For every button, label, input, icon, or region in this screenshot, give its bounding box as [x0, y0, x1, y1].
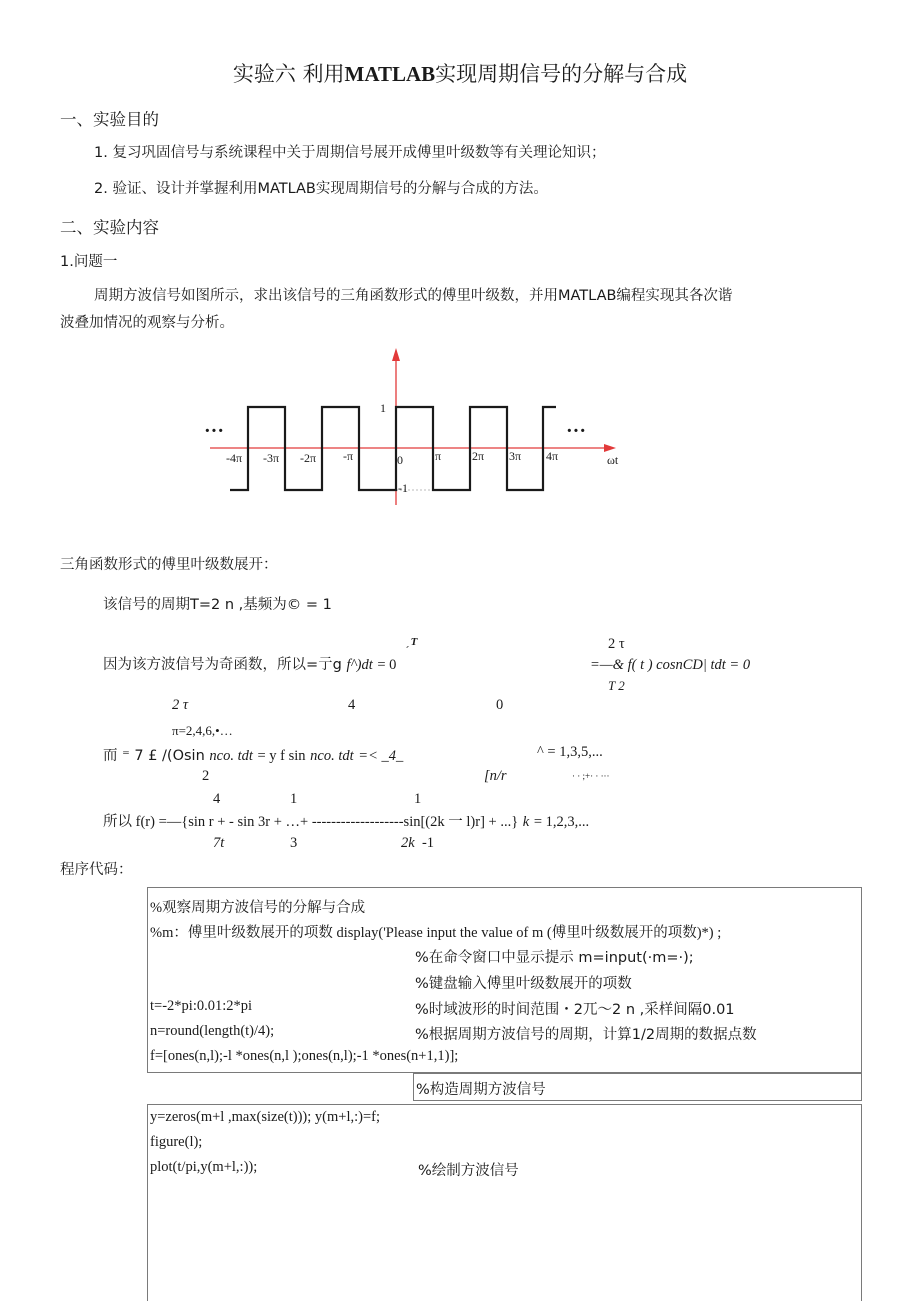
problem-paragraph-line-1: 周期方波信号如图所示，求出该信号的三角函数形式的傅里叶级数，并用MATLAB编程实现其各次谐	[94, 288, 733, 304]
axis-label-omega-t: ωt	[607, 453, 619, 467]
b-integral-expression: =—& f( t ) cosnCD| tdt = 0	[590, 657, 751, 673]
series-den-3: 3	[290, 835, 298, 851]
series-num-1b: 1	[414, 791, 422, 807]
odd-n-condition: ^ = 1,3,5,...	[537, 744, 603, 760]
code-block-1	[147, 887, 862, 1073]
period-line: 该信号的周期T=2 n ,基频为© = 1	[103, 597, 332, 613]
b-integral-sub: T 2	[608, 678, 625, 693]
code-line: n=round(length(t)/4); %根据周期方波信号的周期，计算1/2周期的数据点数	[150, 1023, 757, 1043]
code-line: t=-2*pi:0.01:2*pi %时域波形的时间范围・2兀〜2 n ,采样间隔0.01	[150, 998, 735, 1018]
code-line: %m：傅里叶级数展开的项数 display('Please input the value of m (傅里叶级数展开的项数)*) ;	[150, 925, 722, 941]
code-line: %键盘输入傅里叶级数展开的项数	[415, 976, 632, 992]
left-ellipsis: ···	[204, 420, 225, 442]
code-block-3	[147, 1104, 862, 1301]
amplitude-label-1: 1	[380, 401, 386, 415]
coef-line-2-a: 2 τ	[172, 697, 189, 713]
even-n-condition: π=2,4,6,•…	[172, 723, 233, 738]
code-line: %观察周期方波信号的分解与合成	[150, 900, 366, 916]
series-den-2k: 2k -1	[401, 835, 435, 851]
code-line: f=[ones(n,l);-l *ones(n,l );ones(n,l);-1 *ones(n+1,1)];	[150, 1048, 459, 1064]
odd-function-line: 因为该方波信号为奇函数，所以=亍g f^)dt = 0	[103, 657, 397, 673]
right-ellipsis: ···	[566, 420, 587, 442]
tick-label: -3π	[263, 451, 280, 465]
amplitude-label-minus1: -1	[398, 481, 408, 495]
square-wave-figure	[190, 340, 630, 510]
coef-line-2-c: 0	[496, 697, 504, 713]
code-line: y=zeros(m+l ,max(size(t))); y(m+l,:)=f;	[150, 1109, 380, 1125]
section-heading-content: 二、实验内容	[60, 218, 159, 237]
coef-line-2-b: 4	[348, 697, 356, 713]
coef-line-5-b: [n/r	[484, 768, 507, 784]
tick-label: -4π	[226, 451, 243, 465]
tick-label: -π	[343, 449, 354, 463]
code-line: figure(l);	[150, 1134, 203, 1150]
code-comment-construct: %构造周期方波信号	[416, 1082, 546, 1098]
tick-label: -2π	[300, 451, 317, 465]
tick-label: 3π	[509, 449, 522, 463]
problem-paragraph-line-2: 波叠加情况的观察与分析。	[60, 315, 234, 331]
axis-arrow-right	[604, 444, 616, 452]
objective-item-2: 2. 验证、设计并掌握利用MATLAB实现周期信号的分解与合成的方法。	[94, 181, 548, 197]
coef-line-5-c: · · ;+· · ···	[572, 771, 610, 781]
series-heading: 三角函数形式的傅里叶级数展开：	[60, 557, 278, 573]
series-formula: 所以 f(r) =—{sin r + - sin 3r + …+ -------------------sin[(2k 一 l)r] + ...} k = 1,2,3,...	[103, 814, 590, 830]
series-num-4: 4	[213, 791, 221, 807]
tick-label: 2π	[472, 449, 485, 463]
code-heading: 程序代码：	[60, 862, 133, 878]
coef-line-5-a: 2	[202, 768, 210, 784]
coef-line-4: 而 ⁼ 7 £ /(Osin nco. tdt = y f sin nco. tdt =< _4_	[103, 748, 404, 764]
page-title: 实验六 利用MATLAB实现周期信号的分解与合成	[232, 62, 688, 86]
tick-label: π	[435, 449, 442, 463]
tick-label: 0	[397, 453, 403, 467]
odd-integral-sup: ͵T	[407, 636, 418, 648]
objective-item-1: 1. 复习巩固信号与系统课程中关于周期信号展开成傅里叶级数等有关理论知识；	[94, 145, 606, 161]
series-den-pi: 7t	[213, 835, 225, 851]
code-line: plot(t/pi,y(m+l,:)); %绘制方波信号	[150, 1159, 519, 1179]
section-heading-objectives: 一、实验目的	[60, 110, 159, 129]
code-line: %在命令窗口中显示提示 m=input(·m=·);	[415, 950, 694, 966]
b-integral-sup: 2 τ	[608, 636, 625, 652]
code-block-2	[413, 1073, 862, 1101]
series-num-1a: 1	[290, 791, 298, 807]
problem-heading: 1.问题一	[60, 254, 118, 270]
tick-label: 4π	[546, 449, 559, 463]
axis-arrow-up	[392, 348, 400, 361]
